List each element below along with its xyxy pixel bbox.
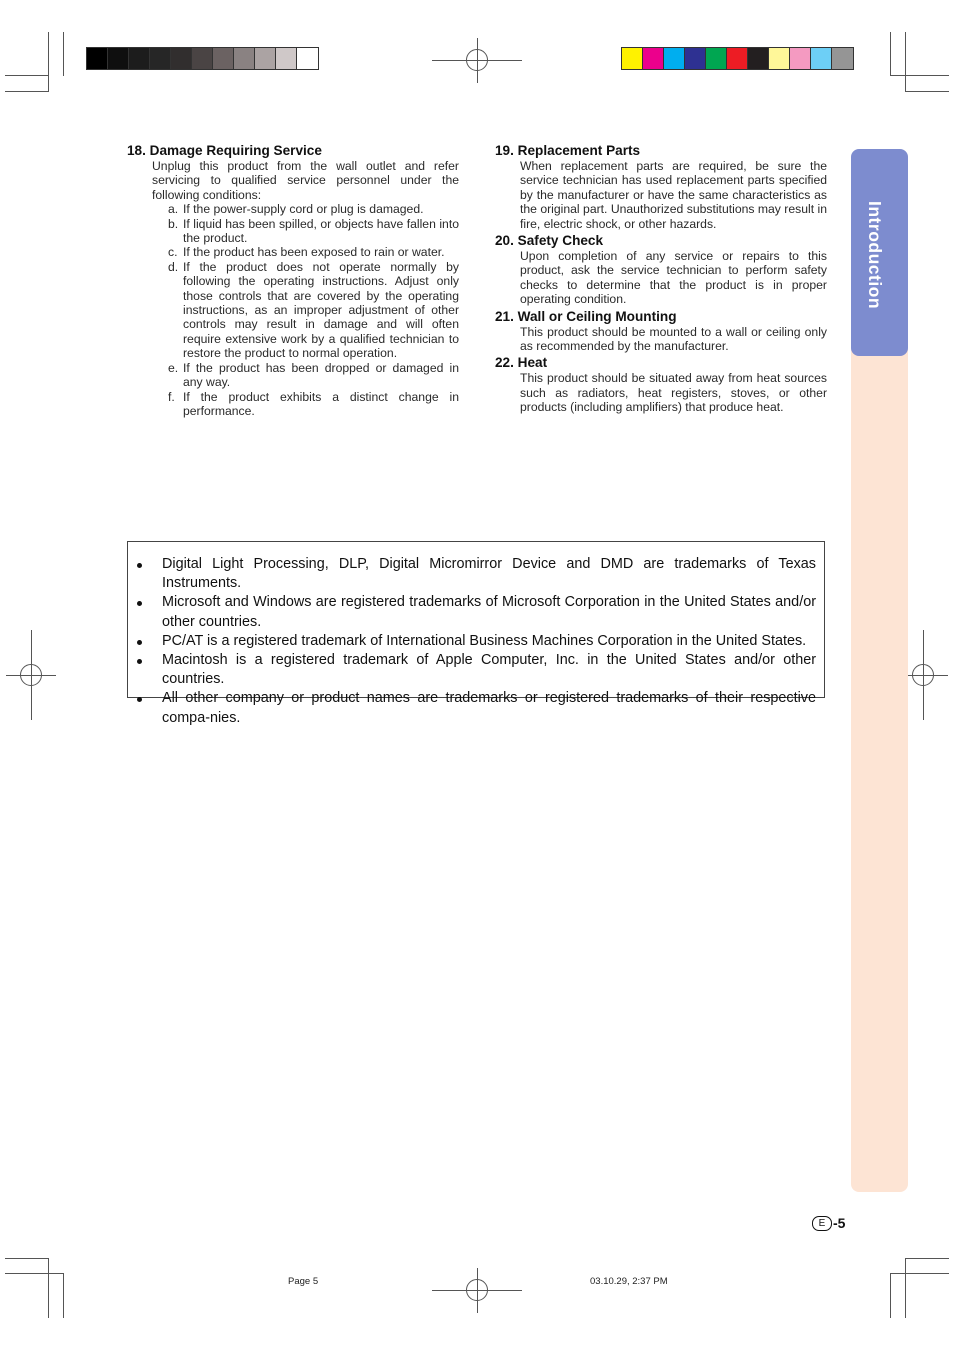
section-tab-label: Introduction: [865, 201, 885, 310]
registration-target-icon: [432, 1268, 522, 1313]
crop-mark: [890, 75, 949, 76]
color-swatch: [811, 48, 832, 69]
color-swatch: [234, 48, 255, 69]
color-swatch: [622, 48, 643, 69]
trademark-list: [128, 542, 824, 728]
bullet-icon: [137, 659, 142, 664]
bullet-icon: [137, 697, 142, 702]
page-number-value: -5: [833, 1215, 846, 1231]
list-item: d. If the product does not operate normally by following the operating instructions. Adjust only those controls that are covered by the operating instructions, as an improper adjustment of other controls may result in damage and will often require extensive work by a qualified technician to restore the product to normal operation.: [168, 259, 459, 361]
crop-mark: [905, 1258, 906, 1318]
list-item: c. If the product has been exposed to rain or water.: [168, 245, 445, 260]
list-item: Digital Light Processing, DLP, Digital Micromirror Device and DMD are trademarks of Texas Instruments.: [149, 555, 816, 593]
list-item: e. If the product has been dropped or damaged in any way.: [168, 360, 459, 390]
bullet-icon: [137, 640, 142, 645]
color-swatch: [213, 48, 234, 69]
crop-mark: [905, 91, 949, 92]
registration-target-icon: [432, 38, 522, 83]
color-calibration-bar: [621, 47, 854, 70]
crop-mark: [63, 32, 64, 76]
section-heading: 21. Wall or Ceiling Mounting: [495, 308, 677, 324]
crop-mark: [890, 32, 891, 76]
color-swatch: [790, 48, 811, 69]
crop-mark: [48, 1258, 49, 1318]
bullet-icon: [137, 601, 142, 606]
color-swatch: [129, 48, 150, 69]
list-item: a. If the power-supply cord or plug is damaged.: [168, 202, 424, 217]
color-swatch: [171, 48, 192, 69]
bullet-icon: [137, 563, 142, 568]
crop-mark: [890, 1273, 891, 1318]
crop-mark: [5, 1258, 49, 1259]
crop-mark: [905, 1258, 949, 1259]
section-body: This product should be situated away from heat sources such as radiators, heat registers, stoves, or other products (including amplifiers) that produce heat.: [520, 371, 827, 415]
color-swatch: [727, 48, 748, 69]
color-swatch: [255, 48, 276, 69]
color-swatch: [643, 48, 664, 69]
language-badge: E: [812, 1216, 832, 1231]
color-swatch: [769, 48, 790, 69]
section-body: Upon completion of any service or repairs to this product, ask the service technician to perform safety checks to determine that the product is in proper operating condition.: [520, 249, 827, 307]
list-item: b. If liquid has been spilled, or objects have fallen into the product.: [168, 216, 459, 246]
color-swatch: [87, 48, 108, 69]
color-swatch: [664, 48, 685, 69]
crop-mark: [890, 1273, 949, 1274]
condition-list: [127, 202, 459, 418]
grayscale-calibration-bar: [86, 47, 319, 70]
color-swatch: [108, 48, 129, 69]
trademark-notice-box: [127, 541, 825, 726]
footer-timestamp: 03.10.29, 2:37 PM: [590, 1276, 668, 1287]
list-item: All other company or product names are trademarks or registered trademarks of their respective compa-nies.: [149, 689, 816, 727]
right-column: [495, 143, 827, 415]
section-intro: Unplug this product from the wall outlet and refer servicing to qualified service personnel under the following conditions:: [152, 159, 459, 202]
crop-mark: [5, 91, 49, 92]
list-item: f. If the product exhibits a distinct change in performance.: [168, 389, 459, 418]
section-heading: 20. Safety Check: [495, 233, 604, 249]
section-body: When replacement parts are required, be sure the service technician has used replacement parts specified by the manufacturer or have the same characteristics as the original part. Unauthorized substitutions may result in fire, electric shock, or other hazards.: [520, 159, 827, 231]
left-column: [127, 143, 459, 418]
section-body: This product should be mounted to a wall or ceiling only as recommended by the manufacturer.: [520, 324, 827, 354]
registration-target-icon: [6, 630, 56, 720]
section-heading: 19. Replacement Parts: [495, 143, 641, 158]
color-swatch: [706, 48, 727, 69]
section-heading: 18. Damage Requiring Service: [127, 143, 322, 158]
color-swatch: [748, 48, 769, 69]
color-swatch: [297, 48, 318, 69]
crop-mark: [5, 75, 49, 76]
footer-page-label: Page 5: [288, 1276, 319, 1287]
crop-mark: [48, 32, 49, 92]
list-item: Macintosh is a registered trademark of Apple Computer, Inc. in the United States and/or other countries.: [149, 651, 816, 689]
list-item: PC/AT is a registered trademark of International Business Machines Corporation in the United States.: [149, 632, 816, 651]
section-heading: 22. Heat: [495, 355, 548, 371]
crop-mark: [905, 32, 906, 92]
list-item: Microsoft and Windows are registered trademarks of Microsoft Corporation in the United States and/or other countries.: [149, 593, 816, 631]
color-swatch: [150, 48, 171, 69]
crop-mark: [5, 1273, 64, 1274]
page-number: [812, 1215, 845, 1231]
crop-mark: [63, 1273, 64, 1318]
color-swatch: [276, 48, 297, 69]
color-swatch: [832, 48, 853, 69]
color-swatch: [685, 48, 706, 69]
color-swatch: [192, 48, 213, 69]
